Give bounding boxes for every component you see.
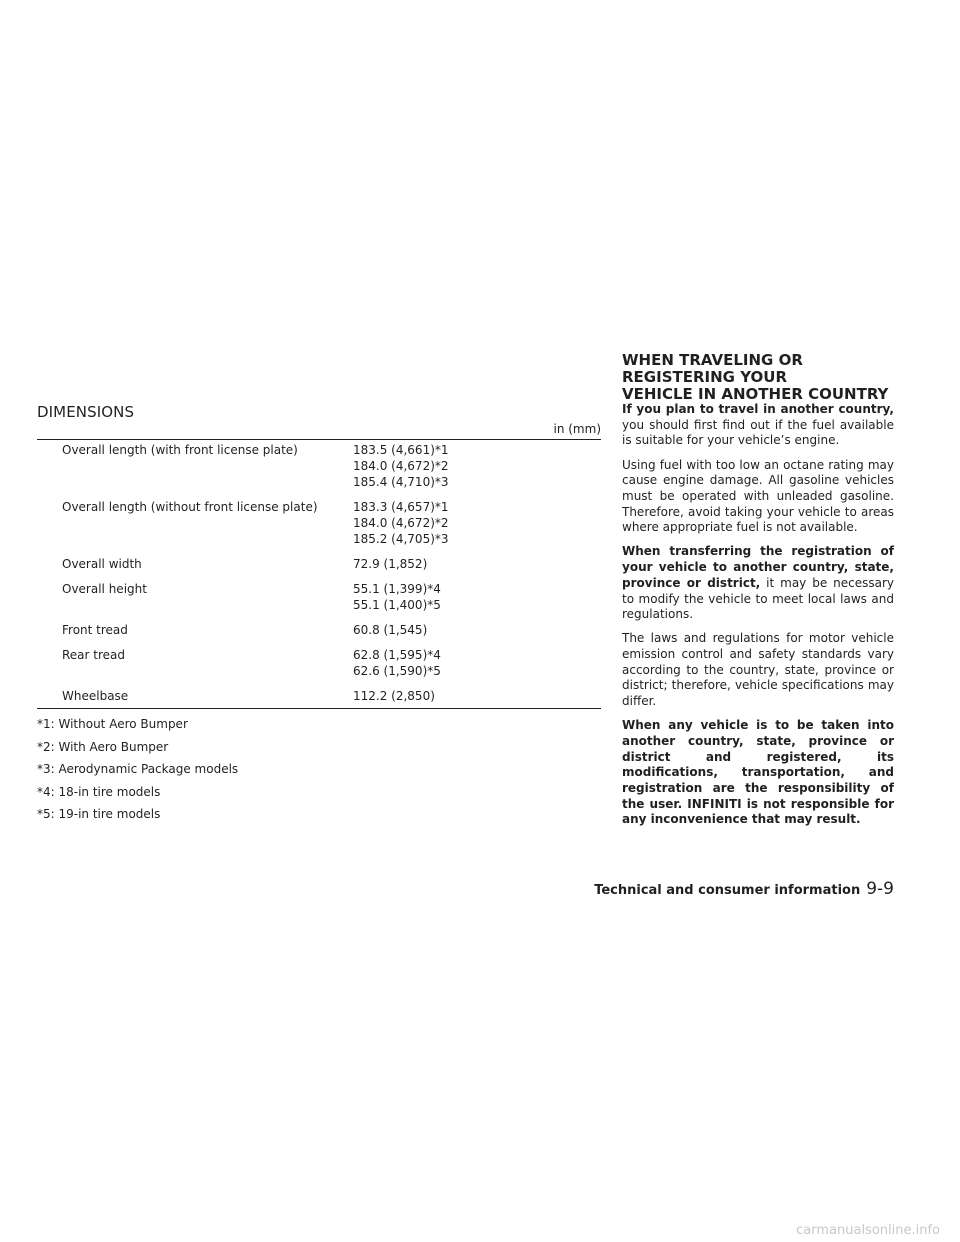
page-footer: [594, 879, 894, 899]
dimension-value: 62.6 (1,590)*5: [353, 664, 441, 678]
paragraph-4: The laws and regulations for motor vehicle emission control and safety standards vary according to the country, state, province or district; therefore, vehicle specifications may differ.: [622, 631, 894, 709]
dimension-label: Overall length (with front license plate): [62, 443, 298, 457]
dimension-values: [353, 556, 601, 581]
paragraph-3-bold: When transferring the registration of your vehicle to another country, state, province or district,: [622, 544, 894, 590]
footnote: *2: With Aero Bumper: [37, 739, 169, 754]
dimension-label: Overall length (without front license plate): [62, 500, 318, 514]
dimension-row: [37, 556, 601, 581]
watermark: carmanualsonline.info: [796, 1223, 940, 1238]
dimension-value: 55.1 (1,400)*5: [353, 598, 441, 612]
dimension-value: 185.2 (4,705)*3: [353, 532, 449, 546]
dimension-label: Overall height: [62, 582, 147, 596]
dimension-value: 62.8 (1,595)*4: [353, 648, 441, 662]
dimension-label: Front tread: [62, 623, 128, 637]
paragraph-1: [622, 402, 894, 449]
dimension-values: [353, 499, 601, 556]
table-bottom-rule: [37, 708, 601, 709]
dimension-row: [37, 647, 601, 688]
dimension-value: 184.0 (4,672)*2: [353, 516, 449, 530]
paragraph-1-bold: If you plan to travel in another country,: [622, 402, 894, 416]
paragraph-2: Using fuel with too low an octane rating may cause engine damage. All gasoline vehicles must be operated with unleaded gasoline. Therefore, avoid taking your vehicle to areas where appropriate fuel is not available.: [622, 457, 894, 535]
dimension-value: 55.1 (1,399)*4: [353, 582, 441, 596]
paragraph-3-rest: it may be necessary to modify the vehicle to meet local laws and regulations.: [622, 575, 894, 622]
footnote: *4: 18-in tire models: [37, 784, 161, 799]
dimension-label: Overall width: [62, 557, 142, 571]
footnote: *5: 19-in tire models: [37, 807, 161, 822]
dimension-row: [37, 622, 601, 647]
dimension-row: [37, 688, 601, 713]
paragraph-3: [622, 544, 894, 623]
paragraph-5-bold: When any vehicle is to be taken into another country, state, province or district and registered, its modifications, transportation, and registration are the responsibility of the user. INFINITI is not responsible for any inconvenience that may result.: [622, 718, 894, 827]
section-heading: [622, 352, 902, 403]
traveling-text: [622, 402, 894, 837]
footnote: *1: Without Aero Bumper: [37, 717, 188, 731]
dimension-row: [37, 442, 601, 499]
dimension-value: 60.8 (1,545): [353, 623, 428, 637]
dimension-value: 185.4 (4,710)*3: [353, 475, 449, 489]
dimension-label: Rear tread: [62, 648, 126, 662]
dimension-value: 184.0 (4,672)*2: [353, 459, 449, 473]
dimension-label: Wheelbase: [62, 689, 129, 703]
footnotes: [37, 716, 238, 829]
dimension-values: [353, 688, 601, 713]
dimension-values: [353, 622, 601, 647]
units-label: in (mm): [553, 422, 601, 436]
table-top-rule: [37, 439, 601, 440]
paragraph-1-rest: you should first find out if the fuel available is suitable for your vehicle’s engine.: [622, 417, 894, 448]
footer-section-name: Technical and consumer information: [594, 883, 861, 898]
dimensions-heading: DIMENSIONS: [37, 403, 135, 421]
section-heading-line-1: WHEN TRAVELING OR REGISTERING YOUR: [622, 351, 803, 386]
page-number: 9-9: [866, 879, 894, 899]
footnote: *3: Aerodynamic Package models: [37, 762, 239, 777]
dimension-row: [37, 499, 601, 556]
dimension-values: [353, 647, 601, 688]
dimension-value: 183.3 (4,657)*1: [353, 500, 449, 514]
section-heading-line-2: VEHICLE IN ANOTHER COUNTRY: [622, 385, 889, 403]
dimension-values: [353, 442, 601, 499]
dimension-values: [353, 581, 601, 622]
dimension-value: 112.2 (2,850): [353, 689, 435, 703]
dimensions-table: [37, 442, 601, 713]
dimension-value: 183.5 (4,661)*1: [353, 443, 449, 457]
dimension-value: 72.9 (1,852): [353, 557, 428, 571]
paragraph-5: [622, 718, 894, 828]
dimension-row: [37, 581, 601, 622]
